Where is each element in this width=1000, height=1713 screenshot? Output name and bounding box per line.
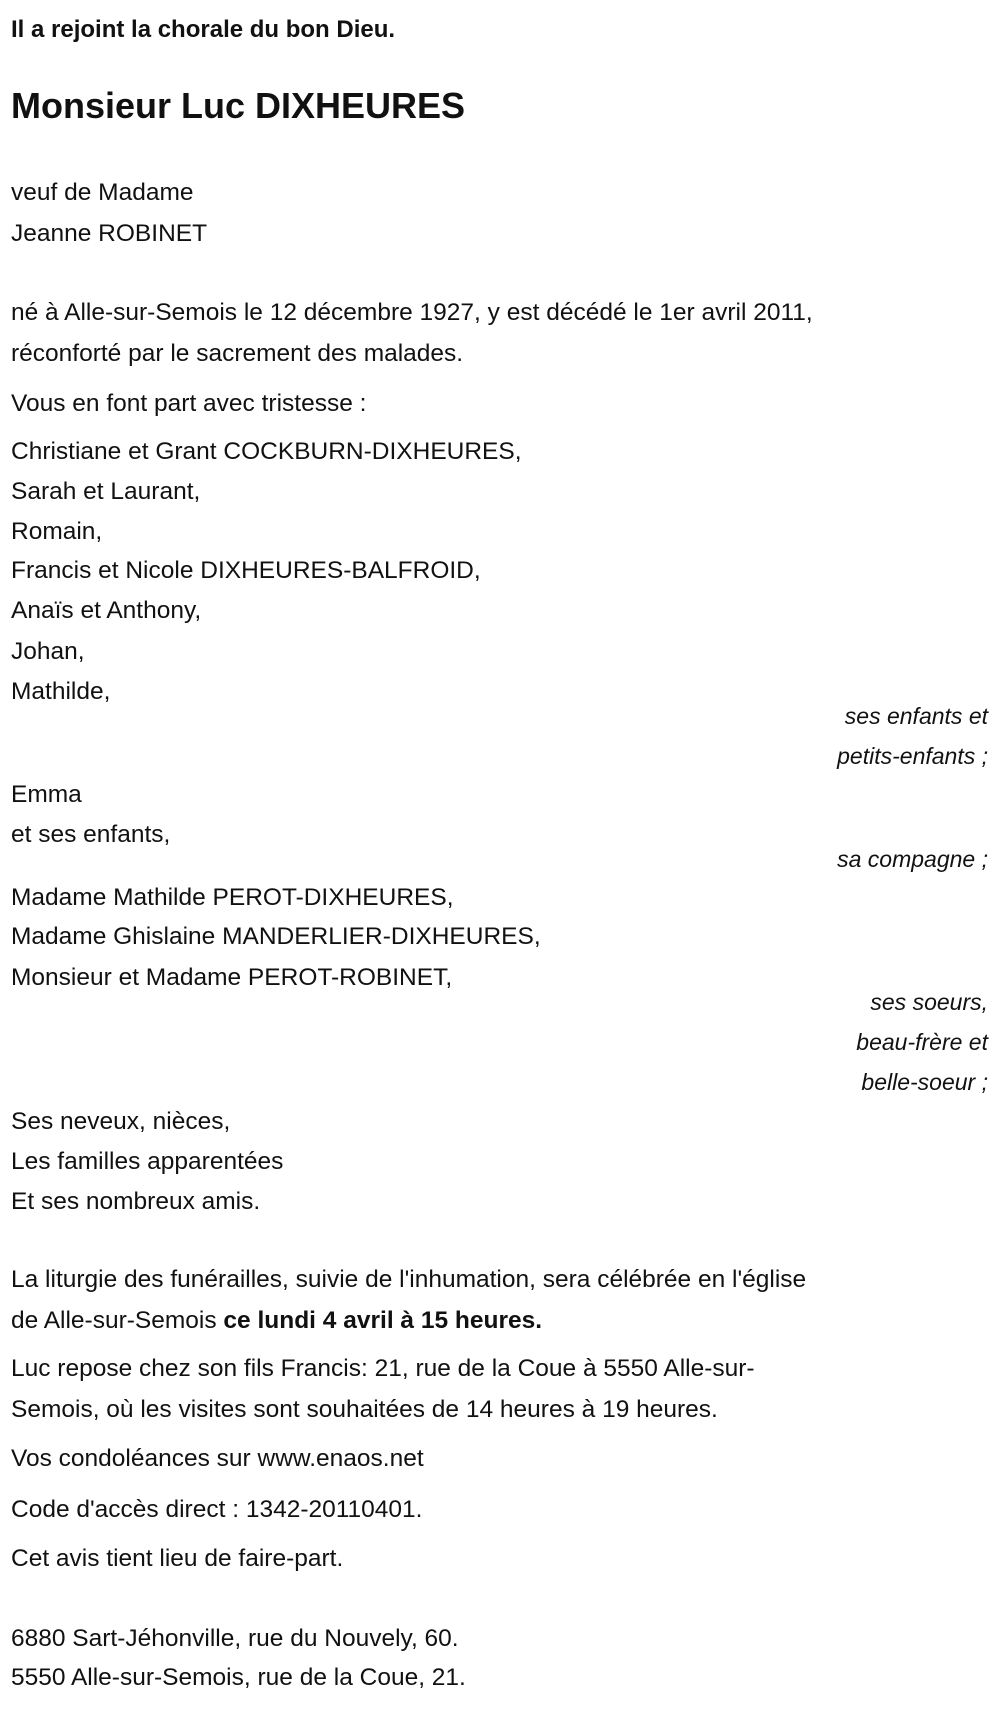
liturgy-line: La liturgie des funérailles, suivie de l'inhumation, sera célébrée en l'église — [11, 1266, 807, 1293]
family-line: Johan, — [11, 638, 85, 665]
family-line: et ses enfants, — [11, 821, 171, 848]
birth-death-line: né à Alle-sur-Semois le 12 décembre 1927, y est décédé le 1er avril 2011, — [11, 299, 813, 326]
relation-label: beau-frère et — [856, 1029, 988, 1055]
deceased-name: Monsieur Luc DIXHEURES — [11, 85, 466, 126]
relation-label: ses enfants et — [844, 703, 988, 729]
address-line: 5550 Alle-sur-Semois, rue de la Coue, 21. — [11, 1664, 466, 1691]
visits-line: Semois, où les visites sont souhaitées de 14 heures à 19 heures. — [11, 1396, 718, 1423]
relation-label: belle-soeur ; — [861, 1069, 988, 1095]
notice: Cet avis tient lieu de faire-part. — [11, 1545, 344, 1572]
family-line: Francis et Nicole DIXHEURES-BALFROID, — [11, 557, 481, 584]
address-line: 6880 Sart-Jéhonville, rue du Nouvely, 60. — [11, 1625, 459, 1652]
relation-label: ses soeurs, — [870, 989, 988, 1015]
widower-line: veuf de Madame — [11, 179, 194, 206]
family-line: Et ses nombreux amis. — [11, 1188, 261, 1215]
visits-line: Luc repose chez son fils Francis: 21, rue de la Coue à 5550 Alle-sur- — [11, 1355, 755, 1382]
tagline: Il a rejoint la chorale du bon Dieu. — [11, 16, 396, 43]
family-line: Ses neveux, nièces, — [11, 1108, 231, 1135]
liturgy-place: de Alle-sur-Semois — [11, 1307, 224, 1334]
family-line: Madame Mathilde PEROT-DIXHEURES, — [11, 884, 454, 911]
family-line: Christiane et Grant COCKBURN-DIXHEURES, — [11, 438, 522, 465]
condolences: Vos condoléances sur www.enaos.net — [11, 1445, 424, 1472]
family-line: Madame Ghislaine MANDERLIER-DIXHEURES, — [11, 923, 541, 950]
family-line: Mathilde, — [11, 678, 111, 705]
access-code: Code d'accès direct : 1342-20110401. — [11, 1496, 423, 1523]
relation-label: petits-enfants ; — [837, 743, 988, 769]
relation-label: sa compagne ; — [837, 846, 988, 872]
family-line: Monsieur et Madame PEROT-ROBINET, — [11, 964, 453, 991]
birth-death-line: réconforté par le sacrement des malades. — [11, 340, 464, 367]
widower-line: Jeanne ROBINET — [11, 220, 208, 247]
liturgy-date: ce lundi 4 avril à 15 heures. — [223, 1307, 543, 1334]
family-line: Sarah et Laurant, — [11, 478, 201, 505]
family-line: Les familles apparentées — [11, 1148, 284, 1175]
announce: Vous en font part avec tristesse : — [11, 390, 367, 417]
family-line: Romain, — [11, 518, 103, 545]
family-line: Emma — [11, 781, 82, 808]
family-line: Anaïs et Anthony, — [11, 597, 202, 624]
liturgy-line — [11, 1301, 542, 1341]
